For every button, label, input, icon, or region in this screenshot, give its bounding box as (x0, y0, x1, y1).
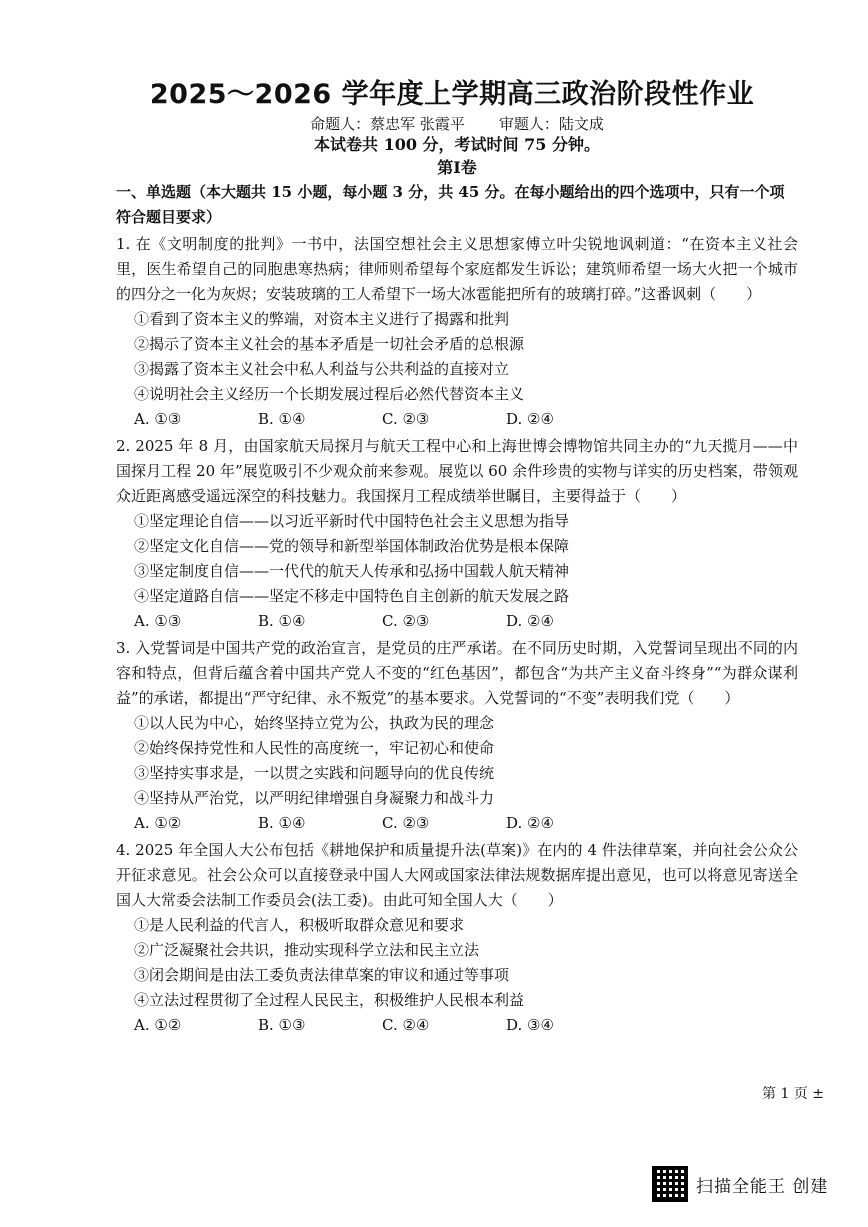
answer-choice: B. ①③ (258, 1016, 306, 1034)
question-statement: ①以人民为中心，始终坚持立党为公，执政为民的理念 (134, 714, 495, 732)
question-statement: ④坚定道路自信——坚定不移走中国特色自主创新的航天发展之路 (134, 587, 570, 605)
answer-choice: D. ②④ (506, 612, 554, 630)
answer-choice: D. ②④ (506, 814, 554, 832)
question-statement: ①是人民利益的代言人，积极听取群众意见和要求 (134, 916, 465, 934)
exam-info: 本试卷共 100 分，考试时间 75 分钟。 (314, 135, 600, 154)
answer-choice: A. ①② (134, 814, 182, 832)
answer-choice: B. ①④ (258, 814, 306, 832)
question-statement: ③闭会期间是由法工委负责法律草案的审议和通过等事项 (134, 966, 510, 984)
scanner-label: 扫描全能王 创建 (696, 1176, 829, 1197)
page-number: 第 1 页 ± (762, 1086, 824, 1102)
question-statement: ②坚定文化自信——党的领导和新型举国体制政治优势是根本保障 (134, 537, 570, 555)
answer-choice: A. ①② (134, 1016, 182, 1034)
question-list (116, 232, 798, 1038)
answer-choice: A. ①③ (134, 410, 182, 428)
scanner-watermark (652, 1166, 828, 1202)
page-title: 2025～2026 学年度上学期高三政治阶段性作业 (149, 79, 755, 110)
reviewer-name: 审题人：陆文成 (498, 115, 604, 133)
section-title: 一、单选题（本大题共 15 小题，每小题 3 分，共 45 分。在每小题给出的四个选项中，只有一个项符合题目要求） (116, 183, 785, 226)
question-statement: ②广泛凝聚社会共识，推动实现科学立法和民主立法 (134, 941, 480, 959)
question-statement: ③坚定制度自信——一代代的航天人传承和弘扬中国载人航天精神 (134, 562, 570, 580)
question-statement: ④立法过程贯彻了全过程人民民主，积极维护人民根本利益 (134, 991, 525, 1009)
question-stem: 2. 2025 年 8 月，由国家航天局探月与航天工程中心和上海世博会博物馆共同主办的“九天揽月——中国探月工程 20 年”展览吸引不少观众前来参观。展览以 60 余件珍贵的实物与详实的历史档案，带领观众近距离感受遥远深空的科技魅力。我国探月工程成绩举世瞩目，主要得益于（ ） (116, 437, 798, 505)
answer-choice: B. ①④ (258, 612, 306, 630)
question-statement: ②揭示了资本主义社会的基本矛盾是一切社会矛盾的总根源 (134, 335, 525, 353)
answer-choice: C. ②③ (382, 612, 430, 630)
question-statement: ①看到了资本主义的弊端，对资本主义进行了揭露和批判 (134, 310, 510, 328)
answer-choices (116, 407, 798, 432)
question-statement: ②始终保持党性和人民性的高度统一，牢记初心和使命 (134, 739, 495, 757)
answer-choices (116, 811, 798, 836)
question-stem: 3. 入党誓词是中国共产党的政治宣言，是党员的庄严承诺。在不同历史时期，入党誓词呈现出不同的内容和特点，但背后蕴含着中国共产党人不变的“红色基因”，都包含“为共产主义奋斗终身”“为群众谋利益”的承诺，都提出“严守纪律、永不叛党”的基本要求。入党誓词的“不变”表明我们党（ ） (116, 639, 798, 707)
question-stem: 1. 在《文明制度的批判》一书中，法国空想社会主义思想家傅立叶尖锐地讽刺道：“在资本主义社会里，医生希望自己的同胞患寒热病；律师则希望每个家庭都发生诉讼；建筑师希望一场大火把一个城市的四分之一化为灰烬；安装玻璃的工人希望下一场大冰雹能把所有的玻璃打碎。”这番讽刺（ ） (116, 235, 798, 303)
answer-choice: A. ①③ (134, 612, 182, 630)
question-statement: ④说明社会主义经历一个长期发展过程后必然代替资本主义 (134, 385, 525, 403)
answer-choice: C. ②③ (382, 814, 430, 832)
question-statement: ①坚定理论自信——以习近平新时代中国特色社会主义思想为指导 (134, 512, 570, 530)
answer-choice: D. ②④ (506, 410, 554, 428)
answer-choices (116, 609, 798, 634)
question-statement: ③揭露了资本主义社会中私人利益与公共利益的直接对立 (134, 360, 510, 378)
answer-choice: C. ②③ (382, 410, 430, 428)
qr-code-icon (652, 1166, 688, 1202)
answer-choice: B. ①④ (258, 410, 306, 428)
question-block (116, 434, 798, 634)
question-block (116, 838, 798, 1038)
answer-choice: D. ③④ (506, 1016, 554, 1034)
question-block (116, 232, 798, 432)
answer-choices (116, 1013, 798, 1038)
answer-choice: C. ②④ (382, 1016, 430, 1034)
volume-heading: 第Ⅰ卷 (437, 158, 477, 177)
question-block (116, 636, 798, 836)
authors-line (116, 114, 798, 134)
question-statement: ④坚持从严治党，以严明纪律增强自身凝聚力和战斗力 (134, 789, 495, 807)
setter-name: 命题人：蔡忠军 张霞平 (310, 115, 465, 133)
question-stem: 4. 2025 年全国人大公布包括《耕地保护和质量提升法(草案)》在内的 4 件法律草案，并向社会公众公开征求意见。社会公众可以直接登录中国人大网或国家法律法规数据库提出意见，也可以将意见寄送全国人大常委会法制工作委员会(法工委)。由此可知全国人大（ ） (116, 841, 798, 909)
question-statement: ③坚持实事求是，一以贯之实践和问题导向的优良传统 (134, 764, 495, 782)
